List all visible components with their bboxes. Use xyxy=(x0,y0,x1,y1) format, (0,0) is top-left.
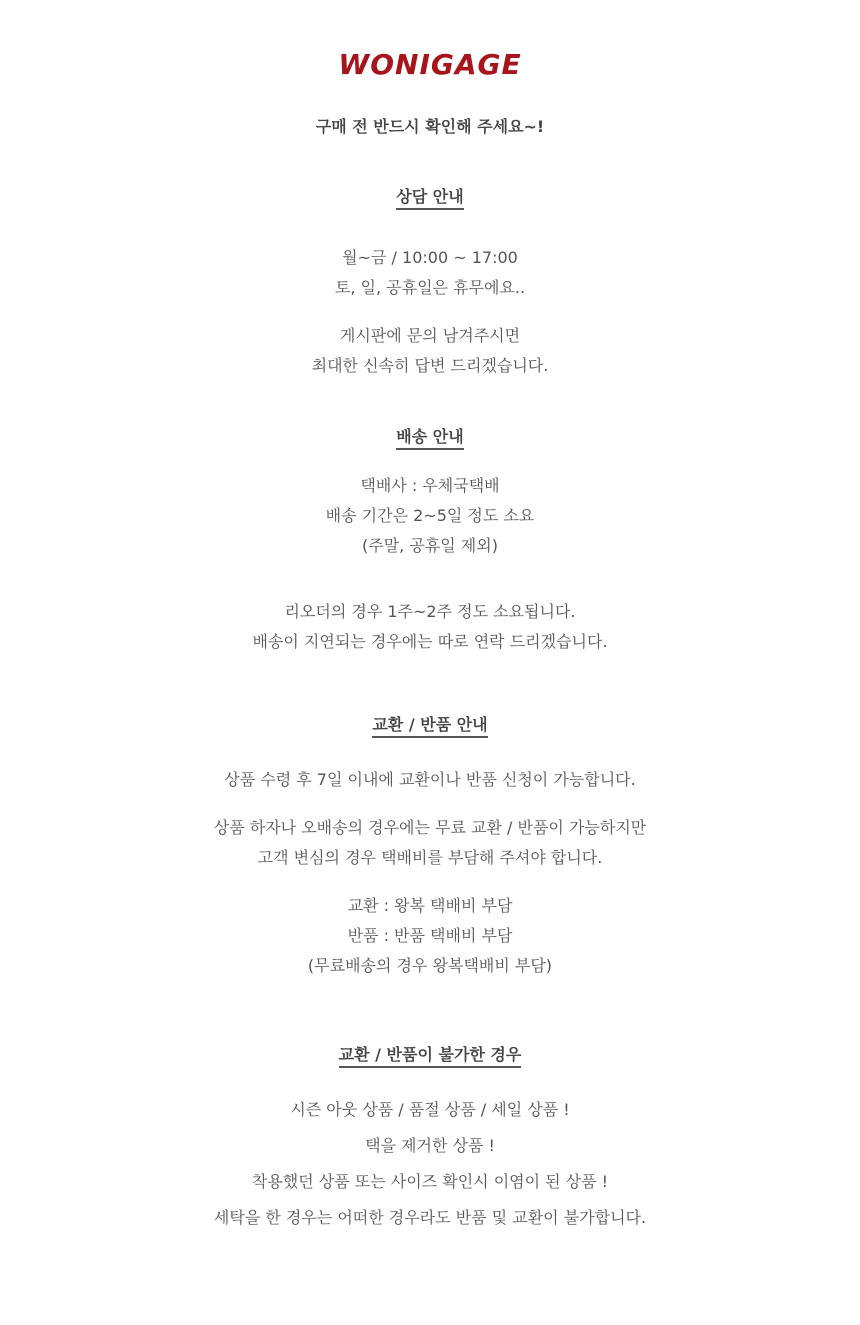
exchange-heading xyxy=(0,715,860,738)
consult-title: 상담 안내 xyxy=(396,187,463,210)
free-ship-note: (무료배송의 경우 왕복택배비 부담) xyxy=(307,956,553,975)
purchase-notice: 구매 전 반드시 확인해 주세요~! xyxy=(315,117,545,136)
brand-logo: WONIGAGE xyxy=(338,48,522,81)
return-fee: 반품 : 반품 택배비 부담 xyxy=(347,926,513,945)
shipping-delay: 배송이 지연되는 경우에는 따로 연락 드리겠습니다. xyxy=(252,632,608,651)
not-allowed-item-4: 세탁을 한 경우는 어떠한 경우라도 반품 및 교환이 불가합니다. xyxy=(213,1208,647,1227)
exchange-within: 상품 수령 후 7일 이내에 교환이나 반품 신청이 가능합니다. xyxy=(224,770,636,789)
shipping-reorder: 리오더의 경우 1주~2주 정도 소요됩니다. xyxy=(284,602,576,621)
consult-board-line-1: 게시판에 문의 남겨주시면 xyxy=(339,326,521,345)
not-allowed-item-2: 택을 제거한 상품 ! xyxy=(365,1136,495,1155)
shipping-heading xyxy=(0,427,860,450)
exchange-defect-line-2: 고객 변심의 경우 택배비를 부담해 주셔야 합니다. xyxy=(257,848,603,867)
consult-hours: 월~금 / 10:00 ~ 17:00 xyxy=(342,248,518,267)
not-allowed-item-1: 시즌 아웃 상품 / 품절 상품 / 세일 상품 ! xyxy=(290,1100,570,1119)
not-allowed-item-3: 착용했던 상품 또는 사이즈 확인시 이염이 된 상품 ! xyxy=(251,1172,609,1191)
not-allowed-title: 교환 / 반품이 불가한 경우 xyxy=(339,1045,522,1068)
exchange-defect-line-1: 상품 하자나 오배송의 경우에는 무료 교환 / 반품이 가능하지만 xyxy=(213,818,647,837)
shipping-carrier: 택배사 : 우체국택배 xyxy=(360,476,500,495)
not-allowed-heading xyxy=(0,1045,860,1068)
exchange-title: 교환 / 반품 안내 xyxy=(372,715,487,738)
consult-heading xyxy=(0,187,860,210)
shipping-exclude: (주말, 공휴일 제외) xyxy=(362,536,498,555)
exchange-fee: 교환 : 왕복 택배비 부담 xyxy=(347,896,513,915)
shipping-title: 배송 안내 xyxy=(396,427,463,450)
shipping-period: 배송 기간은 2~5일 정도 소요 xyxy=(325,506,535,525)
consult-board-line-2: 최대한 신속히 답변 드리겠습니다. xyxy=(311,356,549,375)
consult-closed: 토, 일, 공휴일은 휴무에요.. xyxy=(334,278,526,297)
